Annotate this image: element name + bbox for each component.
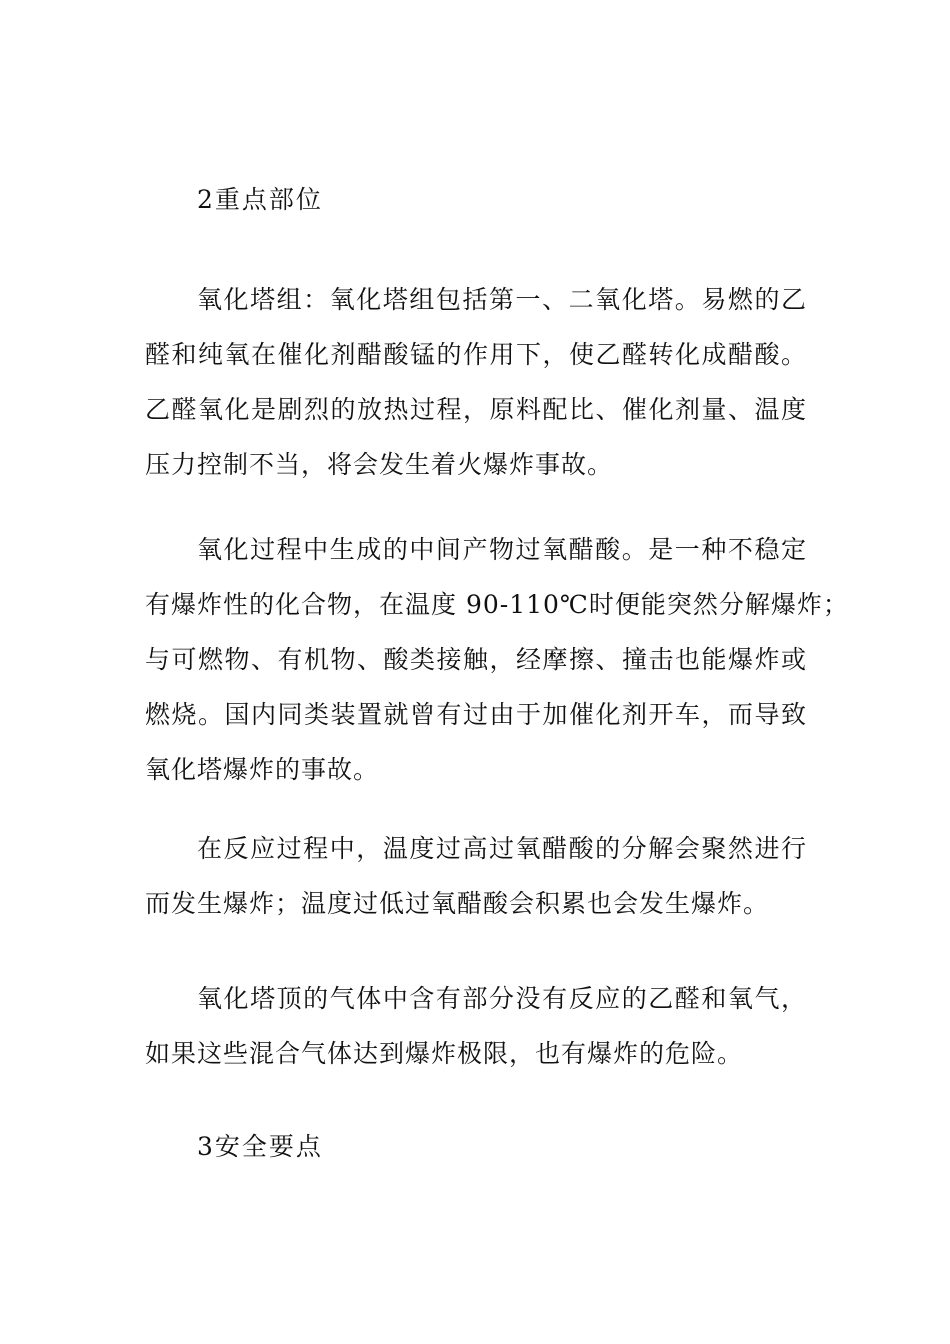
paragraph-tower-top-gas	[145, 971, 807, 1081]
paragraph-line: 压力控制不当，将会发生着火爆炸事故。	[145, 450, 614, 479]
paragraph-line: 氧化过程中生成的中间产物过氧醋酸。是一种不稳定	[197, 535, 807, 564]
paragraph-line: 燃烧。国内同类装置就曾有过由于加催化剂开车，而导致	[145, 700, 807, 729]
paragraph-line: 醛和纯氧在催化剂醋酸锰的作用下，使乙醛转化成醋酸。	[145, 340, 807, 369]
paragraph-line: 氧化塔顶的气体中含有部分没有反应的乙醛和氧气，	[197, 984, 807, 1013]
paragraph-oxidation-tower-group	[145, 272, 807, 492]
paragraph-line: 在反应过程中，温度过高过氧醋酸的分解会聚然进行	[197, 834, 807, 863]
paragraph-line: 乙醛氧化是剧烈的放热过程，原料配比、催化剂量、温度	[145, 395, 807, 424]
paragraph-line: 氧化塔爆炸的事故。	[145, 755, 380, 784]
paragraph-line: 氧化塔组：氧化塔组包括第一、二氧化塔。易燃的乙	[197, 285, 807, 314]
paragraph-line: 而发生爆炸；温度过低过氧醋酸会积累也会发生爆炸。	[145, 889, 770, 918]
paragraph-peracetic-acid	[145, 522, 849, 797]
paragraph-reaction-temperature	[145, 821, 807, 931]
paragraph-line: 如果这些混合气体达到爆炸极限，也有爆炸的危险。	[145, 1039, 744, 1068]
paragraph-line: 有爆炸性的化合物，在温度 90-110℃时便能突然分解爆炸；	[145, 590, 849, 619]
section-heading-2: 2重点部位	[197, 185, 323, 214]
paragraph-line: 与可燃物、有机物、酸类接触，经摩擦、撞击也能爆炸或	[145, 645, 807, 674]
section-heading-3: 3安全要点	[197, 1132, 323, 1161]
